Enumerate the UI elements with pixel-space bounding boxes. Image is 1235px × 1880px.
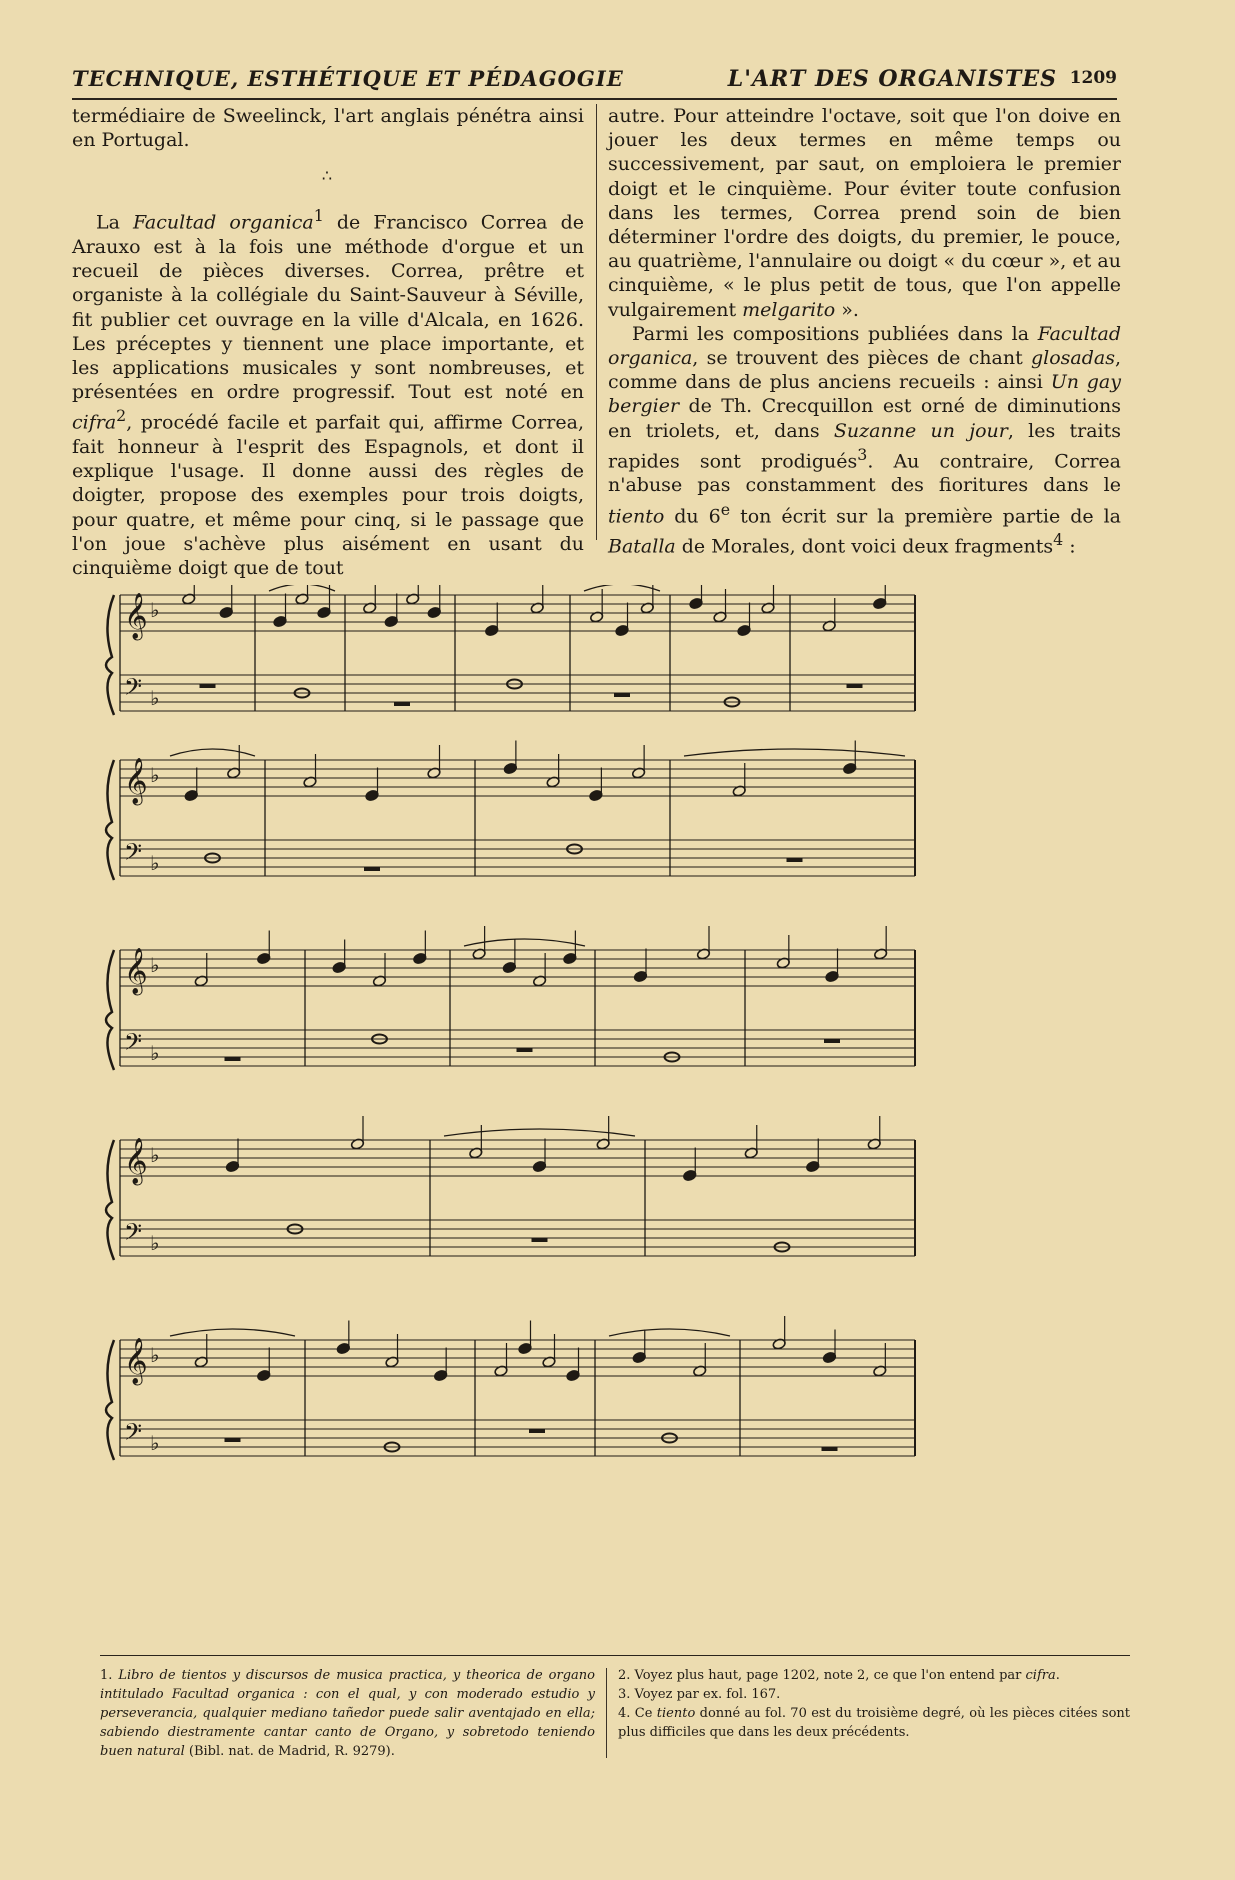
text-run: ton écrit sur la première partie de la: [730, 504, 1121, 527]
text-run: La: [96, 211, 134, 234]
treble-clef-icon: 𝄞: [124, 758, 148, 804]
brace: [106, 1140, 114, 1260]
key-signature-flat-icon: ♭: [150, 598, 160, 622]
key-signature-flat-icon: ♭: [150, 1343, 160, 1367]
book-title: Facultad organica: [133, 211, 314, 234]
footnote-text: Voyez plus haut, page 1202, note 2, ce que l'on entend par: [630, 1668, 1026, 1683]
text-run: de Morales, dont voici deux fragments: [675, 535, 1054, 558]
footnote-number: 4.: [618, 1706, 631, 1721]
rest: [847, 684, 863, 688]
text-run: Parmi les compositions publiées dans la: [632, 322, 1038, 345]
footnotes-2-4: [618, 1666, 1130, 1742]
key-signature-flat-icon: ♭: [150, 763, 160, 787]
paragraph-sweelinck: termédiaire de Sweelinck, l'art anglais pénétra ainsi en Portugal.: [72, 105, 584, 152]
key-signature-flat-icon: ♭: [150, 1143, 160, 1167]
rest: [225, 1057, 241, 1061]
bass-clef-icon: 𝄢: [124, 1418, 143, 1451]
term-tiento: tiento: [656, 1706, 696, 1721]
paragraph-compositions: [608, 322, 1121, 559]
text-run: ».: [835, 298, 859, 321]
ordinal-sup: e: [720, 499, 731, 519]
running-header: [72, 64, 1117, 100]
term-melgarito: melgarito: [742, 298, 836, 321]
text-run: , procédé facile et parfait qui, affirme Correa, fait honneur à l'esprit des Espagnols, et dont il explique l'usage. Il donne aussi des règles de doigter, propose des exemples pour trois doigts, pour quatre, et même pour cinq, si le passage que l'on joue s'achève plus aisément en usant du cinquième doigt que de tout: [72, 411, 584, 579]
footnote-text: Libro de tientos y discursos de musica practica, y theorica de organo intitulado Facultad organica : con el qual, y con moderado estudio y perseverancia, qualquier mediano tañedor puede salir aventajado en ella; sabiendo diestramente cantar canto de Organo, y sobretodo teniendo buen natural: [100, 1668, 595, 1759]
footnote-text: Ce: [630, 1706, 657, 1721]
bass-clef-icon: 𝄢: [124, 673, 143, 706]
tie: [684, 749, 905, 756]
footnote-ref-4: 4: [1053, 530, 1064, 550]
footnote-divider: [606, 1668, 607, 1758]
bass-clef-icon: 𝄢: [124, 1028, 143, 1061]
footnote-ref-1: 1: [313, 206, 324, 226]
section-ornament: ∴: [321, 166, 335, 186]
text-run: du 6: [664, 504, 721, 527]
footnote-text: donné au fol. 70 est du troisième degré, où les pièces citées sont plus difficiles que dans les deux précédents.: [618, 1706, 1131, 1740]
tie: [444, 1129, 635, 1136]
footnote-text: Voyez par ex. fol. 167.: [630, 1687, 781, 1702]
rest: [532, 1238, 548, 1242]
tie: [170, 1329, 295, 1336]
term-tiento: tiento: [608, 504, 665, 527]
footnote-1: [100, 1666, 595, 1761]
text-run: de Th. Crecquillon est orné de diminutions en triolets, et, dans: [608, 395, 1121, 442]
text-run: , comme dans de plus anciens recueils : ainsi: [608, 347, 1121, 394]
header-section-title: TECHNIQUE, ESTHÉTIQUE ET PÉDAGOGIE: [72, 66, 624, 91]
term-glosadas: glosadas: [1030, 347, 1115, 370]
left-column: [72, 104, 584, 580]
brace: [106, 1340, 114, 1460]
brace: [106, 595, 114, 715]
key-signature-flat-icon: ♭: [150, 851, 160, 875]
footnote-number: 2.: [618, 1668, 631, 1683]
piece-title: Suzanne un jour: [833, 419, 1008, 442]
footnote-number: 1.: [100, 1668, 113, 1683]
page-number: 1209: [1069, 68, 1117, 88]
key-signature-flat-icon: ♭: [150, 1041, 160, 1065]
piece-title: Batalla: [608, 535, 676, 558]
footnote-rule: [100, 1655, 1130, 1656]
rest: [394, 702, 410, 706]
rest: [824, 1039, 840, 1043]
rest: [529, 1429, 545, 1433]
key-signature-flat-icon: ♭: [150, 953, 160, 977]
rest: [225, 1438, 241, 1442]
brace: [106, 950, 114, 1070]
treble-clef-icon: 𝄞: [124, 1138, 148, 1184]
footnote-reference: (Bibl. nat. de Madrid, R. 9279).: [184, 1744, 395, 1759]
bass-clef-icon: 𝄢: [124, 838, 143, 871]
footnote-2: [618, 1666, 1130, 1685]
text-run: :: [1063, 535, 1076, 558]
footnote-4: [618, 1704, 1130, 1742]
treble-clef-icon: 𝄞: [124, 593, 148, 639]
text-run: , se trouvent des pièces de chant: [692, 347, 1031, 370]
piece-title: Un gay bergier: [608, 371, 1121, 418]
rest: [614, 693, 630, 697]
tie: [609, 1329, 730, 1336]
column-divider: [596, 104, 597, 540]
rest: [787, 858, 803, 862]
footnote-text: .: [1055, 1668, 1060, 1683]
book-title: Facultad organica: [608, 322, 1121, 370]
rest: [364, 867, 380, 871]
tie: [170, 749, 255, 756]
term-cifra: cifra: [1025, 1668, 1056, 1683]
right-column: [608, 104, 1121, 559]
brace: [106, 760, 114, 880]
text-run: autre. Pour atteindre l'octave, soit que l'on doive en jouer les deux termes en même temps ou successivement, par saut, on emploiera le premier doigt et le cinquième. Pour éviter toute confusion dans les termes, Correa prend soin de bien déterminer l'ordre des doigts, du premier, le pouce, au quatrième, l'annulaire ou doigt « du cœur », et au cinquième, « le plus petit de tous, que l'on appelle vulgairement: [608, 105, 1121, 321]
tie: [464, 939, 585, 946]
header-chapter-title: L'ART DES ORGANISTES: [727, 66, 1057, 92]
text-run: de Francisco Correa de Arauxo est à la fois une méthode d'orgue et un recueil de pièces diverses. Correa, prêtre et organiste à la collégiale du Saint-Sauveur à Séville, fit publier cet ouvrage en la ville d'Alcala, en 1626. Les préceptes y tiennent une place importante, et les applications musicales y sont nombreuses, et présentées en ordre progressif. Tout est noté en: [72, 211, 584, 404]
tie: [584, 585, 660, 591]
footnote-number: 3.: [618, 1687, 631, 1702]
text-run: . Au contraire, Correa n'abuse pas constamment des fioritures dans le: [608, 450, 1122, 497]
tie: [269, 585, 335, 591]
rest: [822, 1447, 838, 1451]
footnote-ref-2: 2: [116, 406, 127, 426]
bass-clef-icon: 𝄢: [124, 1218, 143, 1251]
key-signature-flat-icon: ♭: [150, 1231, 160, 1255]
term-cifra: cifra: [72, 411, 117, 434]
key-signature-flat-icon: ♭: [150, 1431, 160, 1455]
footnote-3: [618, 1685, 1130, 1704]
rest: [517, 1048, 533, 1052]
text-run: , les traits rapides sont prodigués: [608, 419, 1121, 473]
key-signature-flat-icon: ♭: [150, 686, 160, 710]
footnote-ref-3: 3: [857, 444, 868, 464]
paragraph-facultad: [72, 204, 584, 580]
music-example: [100, 585, 1120, 1645]
treble-clef-icon: 𝄞: [124, 1338, 148, 1384]
rest: [200, 684, 216, 688]
paragraph-fingering: [608, 104, 1121, 322]
treble-clef-icon: 𝄞: [124, 948, 148, 994]
